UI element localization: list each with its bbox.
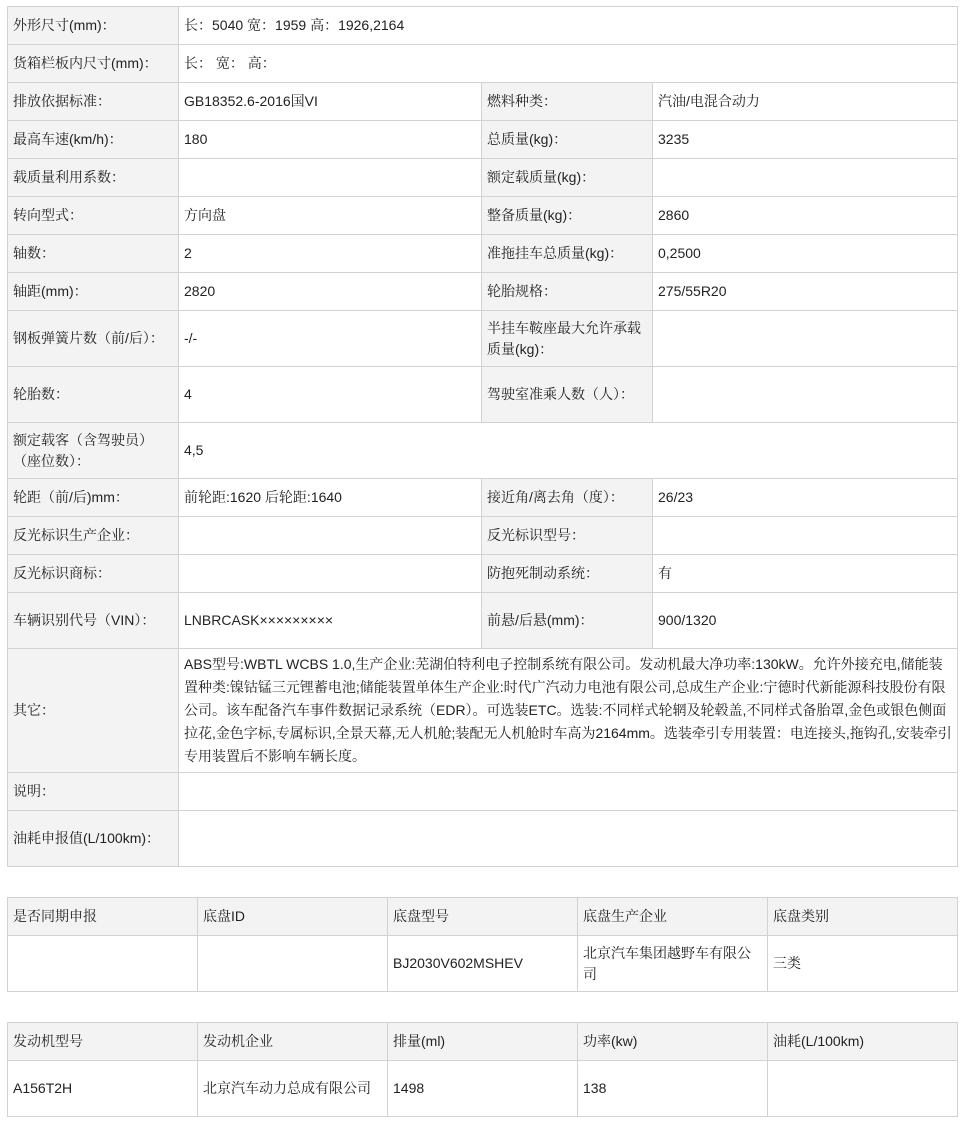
speed-label: 最高车速(km/h)： (8, 121, 179, 159)
emission-value: GB18352.6-2016国VI (179, 83, 482, 121)
engine-header-cell: 发动机企业 (198, 1023, 388, 1061)
chassis-table (7, 897, 958, 992)
tire-spec-label: 轮胎规格： (482, 273, 653, 311)
dims-value: 长：5040 宽：1959 高：1926,2164 (179, 7, 958, 45)
wheelbase-value: 2820 (179, 273, 482, 311)
rated-load-value (653, 159, 958, 197)
passengers-label: 额定载客（含驾驶员）（座位数）： (8, 423, 179, 479)
cargo-value: 长： 宽： 高： (179, 45, 958, 83)
curb-mass-value: 2860 (653, 197, 958, 235)
engine-table (7, 1022, 958, 1117)
chassis-cell: 三类 (768, 936, 958, 992)
vehicle-spec-table (7, 6, 958, 867)
dims-label: 外形尺寸(mm)： (8, 7, 179, 45)
trailer-mass-value: 0,2500 (653, 235, 958, 273)
passengers-value: 4,5 (179, 423, 958, 479)
steering-value: 方向盘 (179, 197, 482, 235)
rated-load-label: 额定载质量(kg)： (482, 159, 653, 197)
angles-value: 26/23 (653, 479, 958, 517)
overhang-value: 900/1320 (653, 593, 958, 649)
engine-header-cell: 排量(ml) (388, 1023, 578, 1061)
tires-label: 轮胎数： (8, 367, 179, 423)
chassis-header-cell: 底盘类别 (768, 898, 958, 936)
track-value: 前轮距:1620 后轮距:1640 (179, 479, 482, 517)
table-row (8, 936, 958, 992)
springs-label: 钢板弹簧片数（前/后）： (8, 311, 179, 367)
engine-cell (768, 1061, 958, 1117)
axles-label: 轴数： (8, 235, 179, 273)
engine-cell: 138 (578, 1061, 768, 1117)
axles-value: 2 (179, 235, 482, 273)
reflect-model-value (653, 517, 958, 555)
note-label: 说明： (8, 773, 179, 811)
load-coef-value (179, 159, 482, 197)
fuel-value: 汽油/电混合动力 (653, 83, 958, 121)
reflect-mfr-value (179, 517, 482, 555)
other-value: ABS型号:WBTL WCBS 1.0,生产企业:芜湖伯特利电子控制系统有限公司。发动机最大净功率:130kW。允许外接充电,储能装置种类:镍钴锰三元锂蓄电池;储能装置单体生产企业:时代广汽动力电池有限公司,总成生产企业:宁德时代新能源科技股份有限公司。该车配备汽车事件数据记录系统（EDR）。可选装ETC。选装:不同样式轮辋及轮毂盖,不同样式备胎罩,金色或银色侧面拉花,金色字标,专属标识,全景天幕,无人机舱;装配无人机舱时车高为2164mm。选装牵引专用装置：电连接头,拖钩孔,安装牵引专用装置后不影响车辆长度。 (179, 649, 958, 773)
cab-seats-value (653, 367, 958, 423)
cargo-label: 货箱栏板内尺寸(mm)： (8, 45, 179, 83)
other-label: 其它： (8, 649, 179, 773)
vin-value: LNBRCASK××××××××× (179, 593, 482, 649)
load-coef-label: 载质量利用系数： (8, 159, 179, 197)
saddle-value (653, 311, 958, 367)
chassis-cell: 北京汽车集团越野车有限公司 (578, 936, 768, 992)
engine-cell: 北京汽车动力总成有限公司 (198, 1061, 388, 1117)
engine-header-cell: 功率(kw) (578, 1023, 768, 1061)
note-value (179, 773, 958, 811)
reflect-brand-value (179, 555, 482, 593)
engine-header-cell: 发动机型号 (8, 1023, 198, 1061)
chassis-header-cell: 底盘型号 (388, 898, 578, 936)
fuel-label: 燃料种类： (482, 83, 653, 121)
chassis-header-cell: 底盘生产企业 (578, 898, 768, 936)
emission-label: 排放依据标准： (8, 83, 179, 121)
fuel-consumption-label: 油耗申报值(L/100km)： (8, 811, 179, 867)
cab-seats-label: 驾驶室准乘人数（人）： (482, 367, 653, 423)
abs-value: 有 (653, 555, 958, 593)
saddle-label: 半挂车鞍座最大允许承载质量(kg)： (482, 311, 653, 367)
total-mass-label: 总质量(kg)： (482, 121, 653, 159)
speed-value: 180 (179, 121, 482, 159)
table-row (8, 1061, 958, 1117)
chassis-header-cell: 是否同期申报 (8, 898, 198, 936)
tires-value: 4 (179, 367, 482, 423)
steering-label: 转向型式： (8, 197, 179, 235)
engine-cell: 1498 (388, 1061, 578, 1117)
chassis-cell: BJ2030V602MSHEV (388, 936, 578, 992)
trailer-mass-label: 准拖挂车总质量(kg)： (482, 235, 653, 273)
vin-label: 车辆识别代号（VIN）： (8, 593, 179, 649)
springs-value: -/- (179, 311, 482, 367)
chassis-cell (8, 936, 198, 992)
reflect-mfr-label: 反光标识生产企业： (8, 517, 179, 555)
track-label: 轮距（前/后)mm： (8, 479, 179, 517)
angles-label: 接近角/离去角（度）： (482, 479, 653, 517)
overhang-label: 前悬/后悬(mm)： (482, 593, 653, 649)
tire-spec-value: 275/55R20 (653, 273, 958, 311)
fuel-consumption-value (179, 811, 958, 867)
total-mass-value: 3235 (653, 121, 958, 159)
chassis-cell (198, 936, 388, 992)
engine-cell: A156T2H (8, 1061, 198, 1117)
chassis-header-cell: 底盘ID (198, 898, 388, 936)
curb-mass-label: 整备质量(kg)： (482, 197, 653, 235)
engine-header-cell: 油耗(L/100km) (768, 1023, 958, 1061)
abs-label: 防抱死制动系统： (482, 555, 653, 593)
wheelbase-label: 轴距(mm)： (8, 273, 179, 311)
reflect-brand-label: 反光标识商标： (8, 555, 179, 593)
reflect-model-label: 反光标识型号： (482, 517, 653, 555)
